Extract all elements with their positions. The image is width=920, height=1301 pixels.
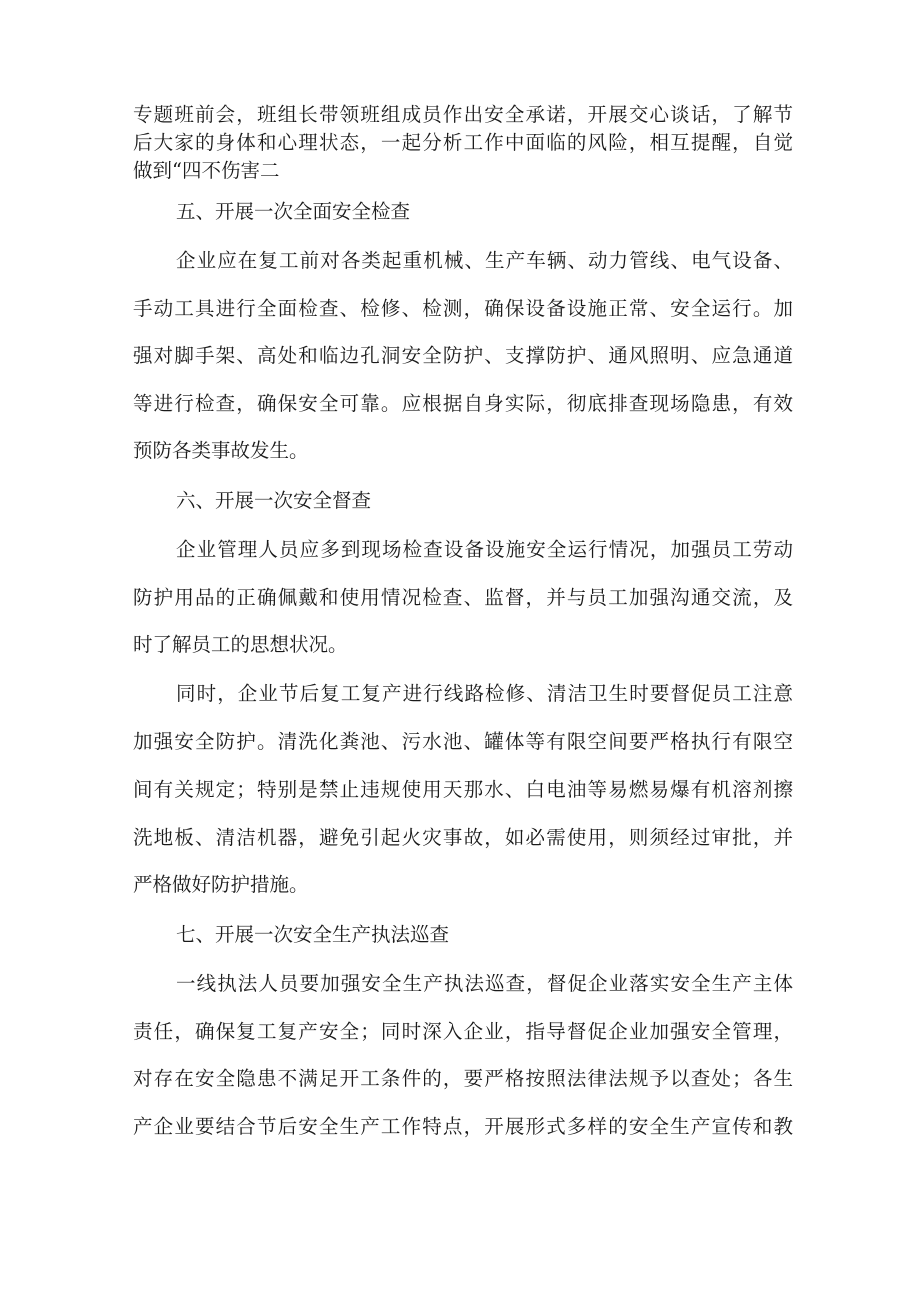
section-heading-7: 七、开展一次安全生产执法巡查 (176, 923, 450, 946)
text-line: 企业应在复工前对各类起重机械、生产车辆、动力管线、电气设备、 (176, 249, 793, 272)
text-line: 手动工具进行全面检查、检修、检测，确保设备设施正常、安全运行。加 (133, 297, 793, 320)
text-line: 严格做好防护措施。 (133, 873, 309, 896)
text-line: 等进行检查，确保安全可靠。应根据自身实际，彻底排查现场隐患，有效 (133, 392, 793, 415)
text-line: 间有关规定；特别是禁止违规使用天那水、白电油等易燃易爆有机溶剂擦 (133, 778, 793, 801)
text-line: 责任，确保复工复产安全；同时深入企业，指导督促企业加强安全管理， (133, 1020, 793, 1043)
text-line: 同时，企业节后复工复产进行线路检修、清洁卫生时要督促员工注意 (176, 682, 793, 705)
text-line: 预防各类事故发生。 (133, 439, 309, 462)
text-line: 对存在安全隐患不满足开工条件的，要严格按照法律法规予以查处；各生 (133, 1067, 793, 1090)
section-heading-5: 五、开展一次全面安全检查 (176, 200, 411, 223)
text-line: 时了解员工的思想状况。 (133, 633, 348, 656)
text-line: 防护用品的正确佩戴和使用情况检查、监督，并与员工加强沟通交流，及 (133, 586, 793, 609)
section-heading-6: 六、开展一次安全督查 (176, 489, 372, 512)
text-line: 产企业要结合节后安全生产工作特点，开展形式多样的安全生产宣传和教 (133, 1115, 793, 1138)
text-line: 一线执法人员要加强安全生产执法巡查，督促企业落实安全生产主体 (176, 972, 793, 995)
text-line: 企业管理人员应多到现场检查设备设施安全运行情况，加强员工劳动 (176, 538, 793, 561)
text-line: 加强安全防护。清洗化粪池、污水池、罐体等有限空间要严格执行有限空 (133, 730, 793, 753)
text-line: 做到“四不伤害二 (133, 159, 280, 182)
text-line: 专题班前会，班组长带领班组成员作出安全承诺，开展交心谈话，了解节 (133, 103, 793, 126)
text-line: 后大家的身体和心理状态，一起分析工作中面临的风险，相互提醒，自觉 (133, 131, 793, 154)
text-line: 强对脚手架、高处和临边孔洞安全防护、支撑防护、通风照明、应急通道 (133, 344, 793, 367)
text-line: 洗地板、清洁机器，避免引起火灾事故，如必需使用，则须经过审批，并 (133, 826, 793, 849)
